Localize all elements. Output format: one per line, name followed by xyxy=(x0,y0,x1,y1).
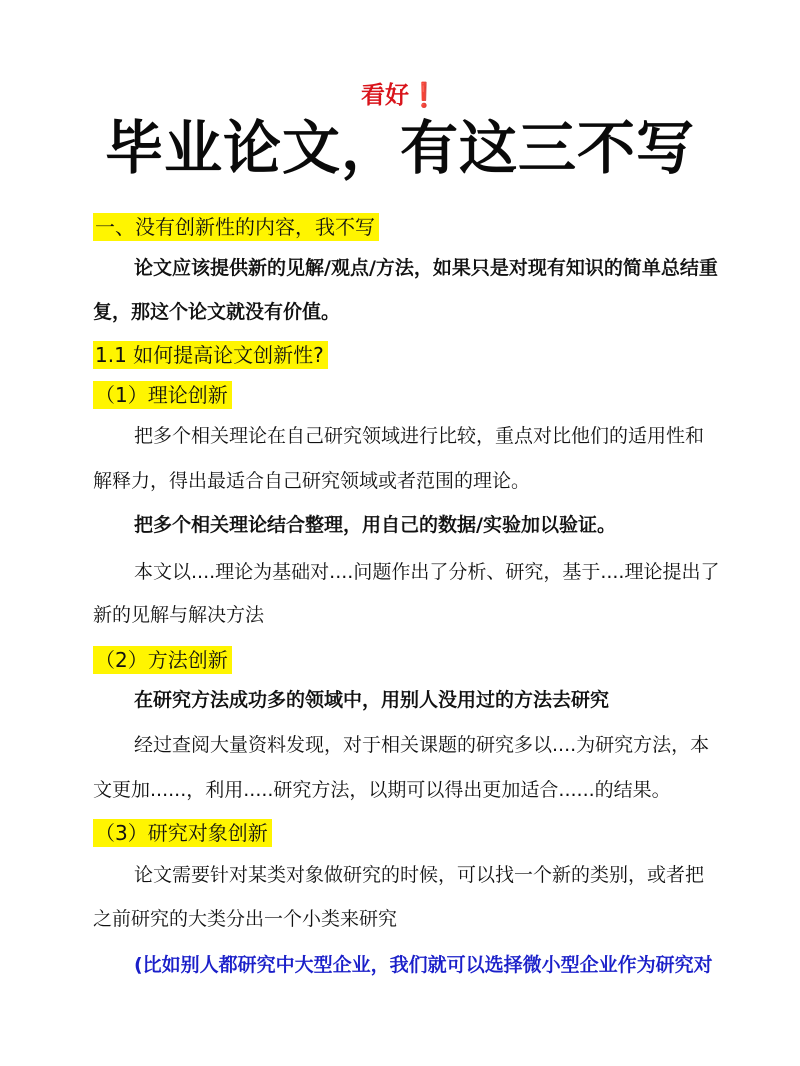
item1-bold-line: 把多个相关理论结合整理，用自己的数据/实验加以验证。 xyxy=(134,514,616,536)
item3-heading: （3）研究对象创新 xyxy=(93,819,272,847)
item1-para1-line2: 解释力，得出最适合自己研究领域或者范围的理论。 xyxy=(93,470,531,492)
kicker-text: 看好❗ xyxy=(361,80,439,109)
section1-para-line1: 论文应该提供新的见解/观点/方法，如果只是对现有知识的简单总结重 xyxy=(134,257,718,279)
item1-heading-row xyxy=(93,380,800,410)
item2-heading-row xyxy=(93,645,800,675)
item2-para-line1: 经过查阅大量资料发现，对于相关课题的研究多以....为研究方法，本 xyxy=(134,734,710,756)
item3-para-line1: 论文需要针对某类对象做研究的时候，可以找一个新的类别，或者把 xyxy=(134,864,705,886)
subsection-heading-row xyxy=(93,340,800,370)
item3-example-line: (比如别人都研究中大型企业，我们就可以选择微小型企业作为研究对 xyxy=(134,954,713,976)
item2-heading: （2）方法创新 xyxy=(93,646,232,674)
item1-para1-line1: 把多个相关理论在自己研究领域进行比较，重点对比他们的适用性和 xyxy=(134,425,705,447)
item2-bold-line: 在研究方法成功多的领域中，用别人没用过的方法去研究 xyxy=(134,689,610,711)
item2-para-line2: 文更加......，利用.....研究方法，以期可以得出更加适合......的结果。 xyxy=(93,779,671,801)
page-title: 毕业论文，有这三不写 xyxy=(104,114,695,182)
section1-heading: 一、没有创新性的内容，我不写 xyxy=(93,213,379,241)
subsection-heading: 1.1 如何提高论文创新性? xyxy=(93,341,328,369)
item1-heading: （1）理论创新 xyxy=(93,381,232,409)
section1-para-line2: 复，那这个论文就没有价值。 xyxy=(93,301,341,323)
item3-para-line2: 之前研究的大类分出一个小类来研究 xyxy=(93,908,398,930)
item1-para2-line2: 新的见解与解决方法 xyxy=(93,604,265,626)
section1-heading-row xyxy=(93,212,800,242)
item3-heading-row xyxy=(93,818,800,848)
item1-para2-line1: 本文以....理论为基础对....问题作出了分析、研究，基于....理论提出了 xyxy=(134,561,720,583)
